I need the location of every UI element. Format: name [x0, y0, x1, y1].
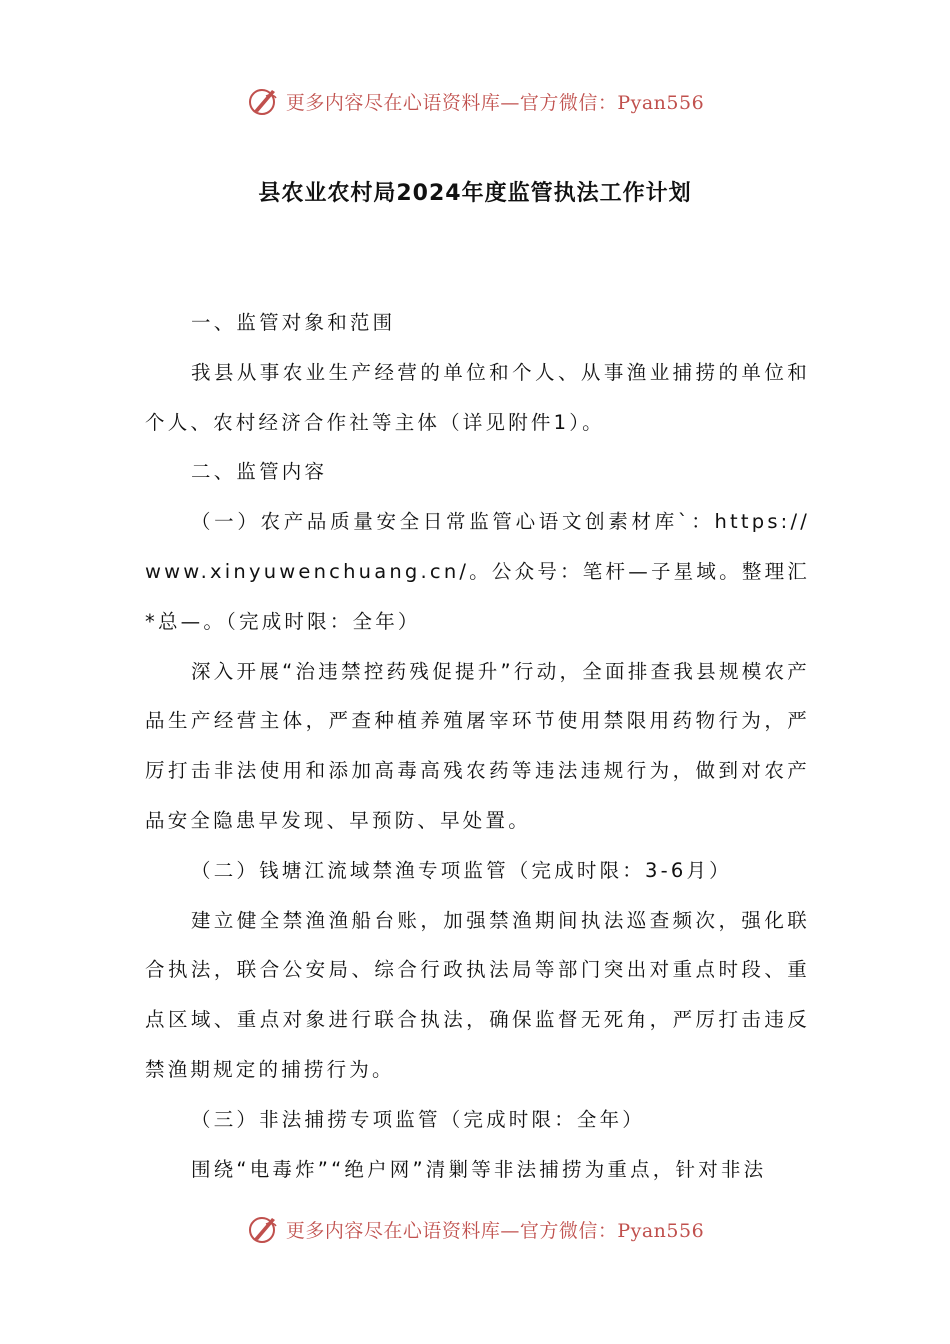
quill-logo-icon — [246, 84, 280, 118]
paragraph: 我县从事农业生产经营的单位和个人、从事渔业捕捞的单位和个人、农村经济合作社等主体（详见附件1）。 — [145, 360, 810, 434]
section-heading: 一、监管对象和范围 — [191, 311, 396, 334]
watermark-header — [0, 84, 950, 118]
document-body — [145, 298, 810, 1194]
subsection-heading: （一）农产品质量安全日常监管心语文创素材库`：https://www.xinyuwenchuang.cn/。公众号：笔杆—子星域。整理汇*总—。（完成时限：全年） — [145, 510, 810, 633]
watermark-text: 更多内容尽在心语资料库—官方微信：Pyan556 — [285, 1219, 705, 1242]
document-title: 县农业农村局2024年度监管执法工作计划 — [258, 181, 692, 206]
watermark-footer — [0, 1212, 950, 1246]
paragraph: 建立健全禁渔渔船台账，加强禁渔期间执法巡查频次，强化联合执法，联合公安局、综合行政执法局等部门突出对重点时段、重点区域、重点对象进行联合执法，确保监督无死角，严厉打击违反禁渔期规定的捕捞行为。 — [145, 908, 810, 1081]
subsection-heading: （三）非法捕捞专项监管（完成时限：全年） — [191, 1107, 646, 1131]
watermark-text: 更多内容尽在心语资料库—官方微信：Pyan556 — [285, 91, 705, 114]
subsection-heading: （二）钱塘江流域禁渔专项监管（完成时限：3-6月） — [191, 858, 732, 882]
section-heading: 二、监管内容 — [191, 460, 328, 484]
quill-logo-icon — [246, 1212, 280, 1246]
paragraph: 深入开展“治违禁控药残促提升”行动，全面排查我县规模农产品生产经营主体，严查种植养殖屠宰环节使用禁限用药物行为，严厉打击非法使用和添加高毒高残农药等违法违规行为，做到对农产品安全隐患早发现、早预防、早处置。 — [145, 659, 810, 832]
paragraph: 围绕“电毒炸”“绝户网”清剿等非法捕捞为重点，针对非法 — [191, 1157, 767, 1181]
